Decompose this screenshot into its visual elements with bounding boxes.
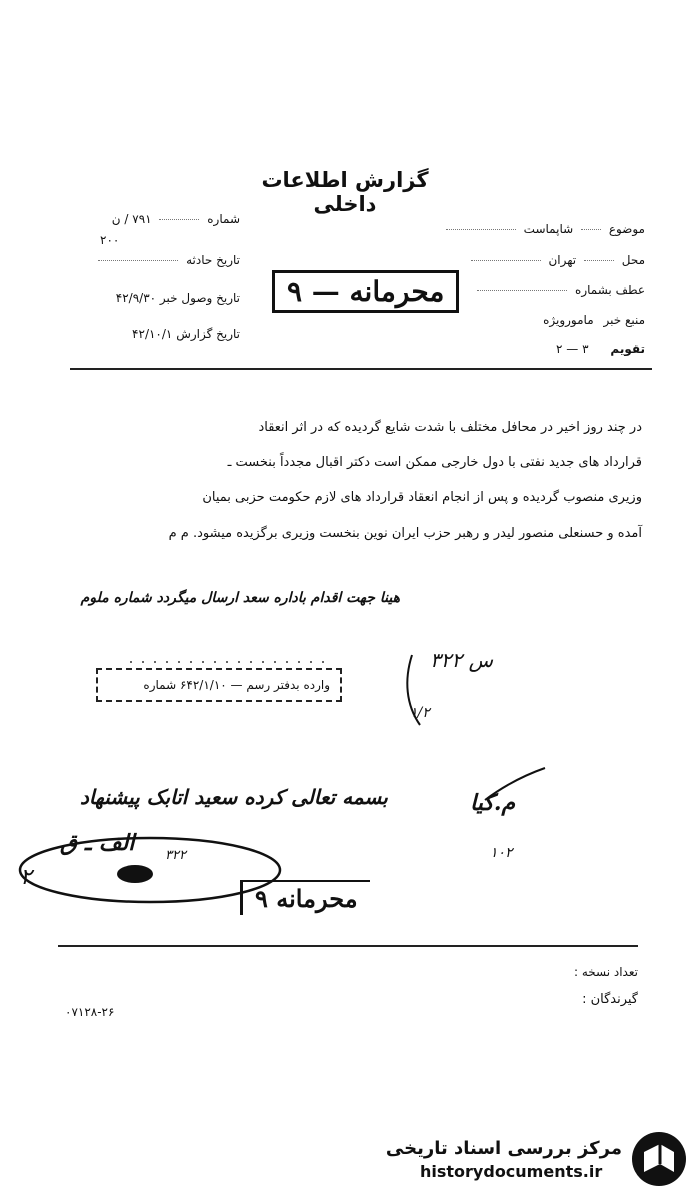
watermark-org: مرکز بررسی اسناد تاریخی	[385, 1138, 622, 1159]
watermark-url: historydocuments.ir	[420, 1162, 603, 1181]
footer-divider	[58, 945, 638, 947]
number-sub: ۲۰۰	[100, 233, 120, 247]
source-value: مامورویژه	[543, 313, 594, 327]
source-label: منبع خبر	[603, 313, 645, 327]
report-date-label: تاریخ گزارش	[176, 327, 240, 341]
event-date-field	[70, 253, 240, 267]
eval-value: ۳ — ۲	[556, 342, 589, 356]
handwritten-number: ۲	[20, 865, 32, 890]
received-date-field	[70, 291, 240, 305]
handwriting-stroke	[400, 650, 430, 730]
report-date-field	[70, 327, 240, 341]
number-label: شماره	[207, 212, 240, 226]
copies-label: تعداد نسخه :	[573, 965, 638, 979]
dashed-top-marks	[130, 655, 330, 670]
body-line-1: در چند روز اخیر در محافل مختلف با شدت شایع گردیده که در اثر انعقاد	[258, 420, 642, 435]
subject-label: موضوع	[608, 222, 645, 236]
event-date-label: تاریخ حادثه	[186, 253, 240, 267]
body-line-3: وزیری منصوب گردیده و پس از انجام انعقاد قرارداد های لازم حکومت حزبی بمیان	[202, 490, 642, 505]
place-field	[467, 253, 645, 267]
number-field	[70, 212, 240, 226]
registration-box: وارده بدفتر رسم — ۶۴۲/۱/۱۰ شماره	[96, 668, 342, 702]
body-line-4: آمده و حسنعلی منصور لیدر و رهبر حزب ایران نوین بنخست وزیری برگزیده میشود. م م	[168, 526, 642, 541]
confidential-stamp: محرمانه — ۹	[272, 270, 459, 313]
signature-code: ۱۰۲	[490, 845, 513, 861]
handwritten-referral: بسمه تعالی کرده سعید اتابک پیشنهاد	[80, 785, 388, 809]
oval-number: ۳۲۲	[165, 848, 186, 863]
place-value: تهران	[548, 253, 577, 267]
number-value: ۷۹۱ / ن	[111, 212, 152, 226]
handwritten-alef-q: الف ـ ق	[60, 830, 135, 856]
ref-label: عطف بشماره	[575, 283, 645, 297]
handwritten-note: هینا جهت اقدام باداره سعد ارسال میگردد شماره ملوم	[80, 590, 400, 606]
handwritten-signature: م.کیا	[470, 790, 516, 816]
source-field	[537, 313, 645, 327]
eval-label: تقویم	[610, 342, 645, 356]
received-date-value: ۴۲/۹/۳۰	[115, 291, 157, 305]
received-date-label: تاریخ وصول خبر	[159, 291, 240, 305]
document-code: ۰۷۱۲۸-۲۶	[65, 1005, 115, 1019]
ref-field	[473, 283, 645, 297]
page-title: گزارش اطلاعات داخلی	[261, 168, 429, 216]
signature-stroke	[480, 765, 550, 805]
recipients-label: گیرندگان :	[582, 992, 638, 1007]
confidential-stamp-bottom: محرمانه ۹	[240, 880, 370, 915]
subject-value: شاپماست	[523, 222, 574, 236]
place-label: محل	[621, 253, 645, 267]
header-divider	[70, 368, 652, 370]
archive-logo-icon	[630, 1130, 688, 1188]
report-date-value: ۴۲/۱۰/۱	[132, 327, 173, 341]
eval-field	[538, 342, 645, 356]
subject-field	[442, 222, 645, 236]
handwritten-initials: س ۳۲۲	[430, 648, 494, 672]
handwritten-code: ۱/۲	[410, 705, 430, 721]
body-line-2: قرارداد های جدید نفتی با دول خارجی ممکن است دکتر اقبال مجدداً بنخست ـ	[227, 455, 642, 470]
